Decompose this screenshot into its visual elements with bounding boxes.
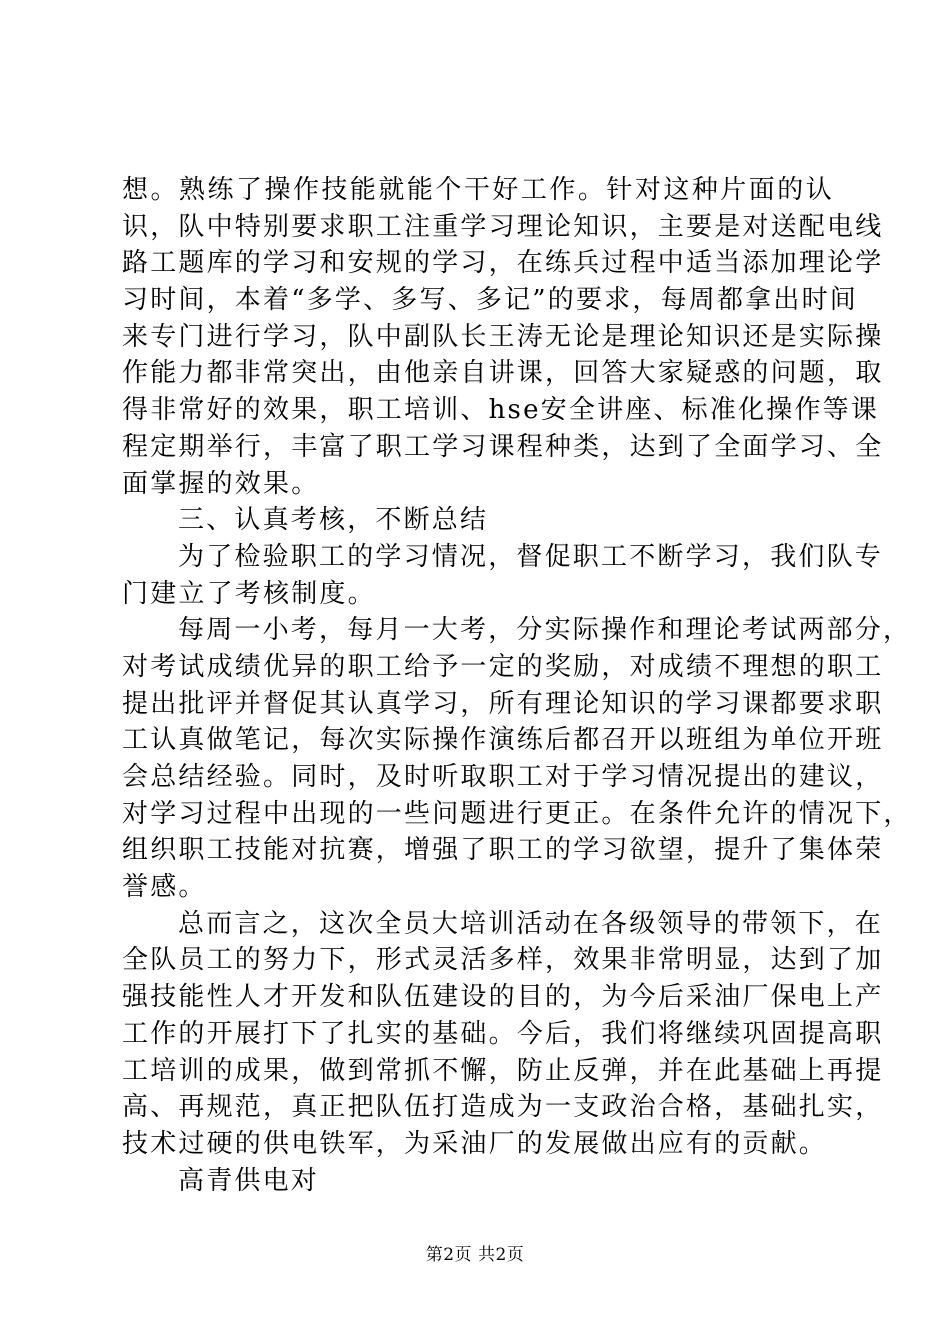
- text-line: 习时间，本着“多学、多写、多记”的要求，每周都拿出时间: [122, 285, 858, 316]
- text-line: 对学习过程中出现的一些问题进行更正。在条件允许的情况下，: [122, 798, 912, 829]
- text-line: 工培训的成果，做到常抓不懈，防止反弹，并在此基础上再提: [122, 1055, 884, 1086]
- body-text: [122, 172, 912, 1199]
- text-line: 程定期举行，丰富了职工学习课程种类，达到了全面学习、全: [122, 431, 884, 462]
- text-line: 为了检验职工的学习情况，督促职工不断学习，我们队专: [178, 541, 884, 572]
- text-line: 全队员工的努力下，形式灵活多样，效果非常明显，达到了加: [122, 945, 884, 976]
- text-line: 誉感。: [122, 872, 207, 903]
- text-line: 总而言之，这次全员大培训活动在各级领导的带领下，在: [178, 908, 884, 939]
- text-line: 每周一小考，每月一大考，分实际操作和理论考试两部分，: [178, 615, 912, 646]
- text-line: 工认真做笔记，每次实际操作演练后都召开以班组为单位开班: [122, 725, 884, 756]
- text-line: 高、再规范，真正把队伍打造成为一支政治合格，基础扎实，: [122, 1092, 884, 1123]
- section-heading: 三、认真考核，不断总结: [178, 505, 489, 536]
- text-line: 对考试成绩优异的职工给予一定的奖励，对成绩不理想的职工: [122, 651, 884, 682]
- text-line: 组织职工技能对抗赛，增强了职工的学习欲望，提升了集体荣: [122, 835, 884, 866]
- page-footer: [0, 1244, 950, 1266]
- text-line: 门建立了考核制度。: [122, 578, 376, 609]
- text-line: 会总结经验。同时，及时听取职工对于学习情况提出的建议，: [122, 762, 884, 792]
- text-line: 识，队中特别要求职工注重学习理论知识，主要是对送配电线: [122, 211, 884, 242]
- text-line: 技术过硬的供电铁军，为采油厂的发展做出应有的贡献。: [122, 1128, 828, 1159]
- text-line: 提出批评并督促其认真学习，所有理论知识的学习课都要求职: [122, 688, 884, 719]
- text-line: 想。熟练了操作技能就能个干好工作。针对这种片面的认: [122, 175, 834, 205]
- text-line: 路工题库的学习和安规的学习，在练兵过程中适当添加理论学: [122, 248, 884, 279]
- text-line: 来专门进行学习，队中副队长王涛无论是理论知识还是实际操: [122, 321, 884, 352]
- signature-line: 高青供电对: [178, 1165, 320, 1196]
- text-line: 作能力都非常突出，由他亲自讲课，回答大家疑惑的问题，取: [122, 358, 884, 389]
- text-line: 得非常好的效果，职工培训、hse安全讲座、标准化操作等课: [122, 395, 880, 426]
- page-number: 第2页 共2页: [425, 1245, 525, 1265]
- text-line: 面掌握的效果。: [122, 468, 320, 499]
- text-line: 强技能性人才开发和队伍建设的目的，为今后采油厂保电上产: [122, 982, 884, 1013]
- text-line: 工作的开展打下了扎实的基础。今后，我们将继续巩固提高职: [122, 1018, 884, 1049]
